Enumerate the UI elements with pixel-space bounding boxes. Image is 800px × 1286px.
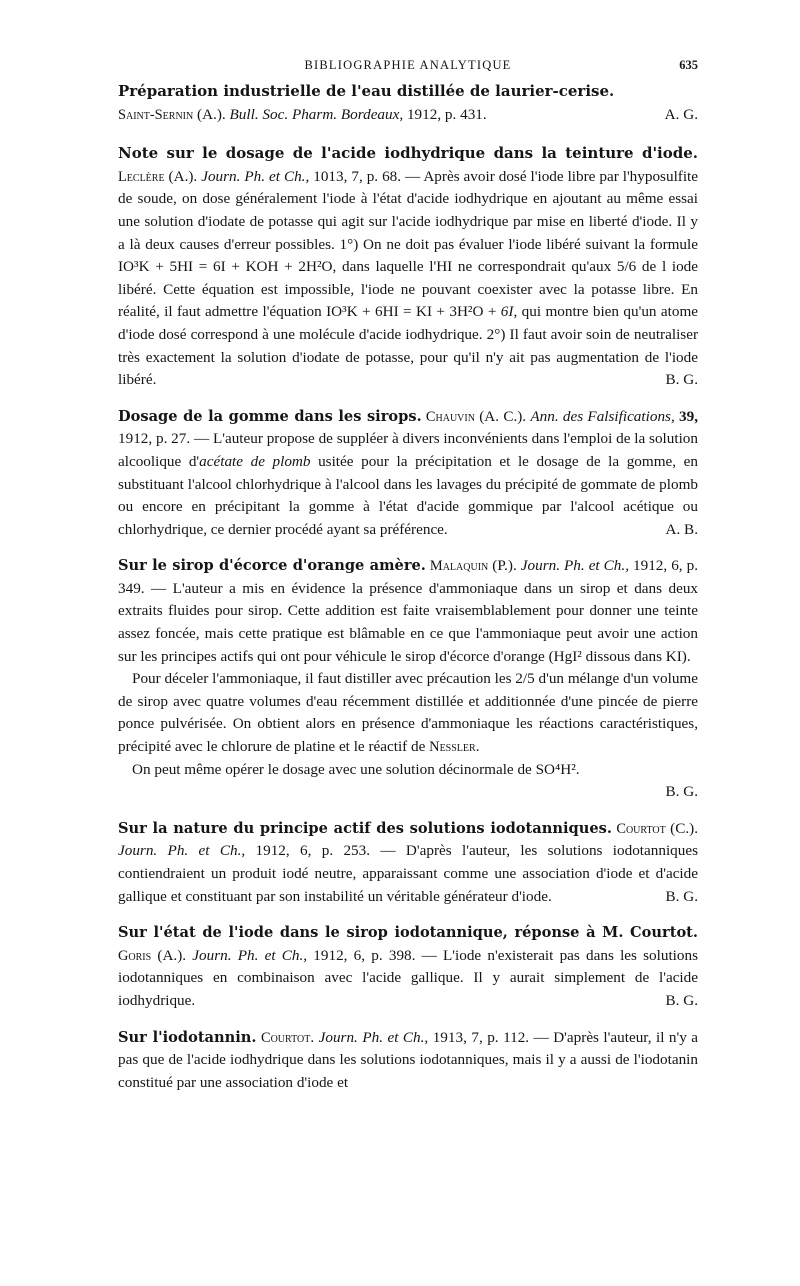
entry-reference: 1912, p. 27. — <box>118 430 213 448</box>
entry-author: Chauvin <box>425 408 475 425</box>
entry-body-italic: 6I <box>500 303 514 321</box>
entry-signature: B. G. <box>665 887 698 905</box>
entry-reference: 1912, 6, p. 253. — <box>255 842 406 860</box>
bibliography-entry <box>118 142 698 392</box>
entry-journal: Journ. Ph. et Ch., <box>118 842 246 860</box>
entry-reference: 1912, 6, p. 349. — <box>118 557 698 597</box>
entry-signature: B. G. <box>665 783 698 801</box>
bibliography-entry <box>118 80 698 126</box>
entry-reference: 1913, 7, p. 112. — <box>432 1028 554 1046</box>
entry-volume: 39, <box>679 407 698 425</box>
entry-title: Note sur le dosage de l'acide iodhydrique dans la teinture d'iode. <box>118 144 698 163</box>
entry-body: L'auteur a mis en évidence la présence d'ammoniaque dans un sirop et dans deux extraits fluides pour sirop. Cette addition est faite vraisemblablement pour donner une teinte assez foncée, mais cette pratique est blâmable en ce que l'ammoniaque peut avoir une action sur les principes actifs qui ont pour véhicule le sirop d'écorce d'orange (HgI² dissous dans KI). <box>118 579 699 665</box>
entry-paragraph <box>118 668 698 758</box>
entry-paragraph-text: Pour déceler l'ammoniaque, il faut distiller avec précaution les 2/5 d'un mélange d'un volume de sirop avec quatre volumes d'eau récemment distillée et additionnée d'une pincée de pierre ponce pulvérisée. On obtient alors en présence d'ammoniaque les réactions caractéristiques, précipité avec le chlorure de platine et le réactif de <box>118 670 698 756</box>
entry-author-initials: . <box>310 1028 315 1046</box>
entry-author-initials: (A.). <box>157 946 187 964</box>
entry-body-italic: acétate de plomb <box>199 452 311 470</box>
entry-signature: A. G. <box>664 105 698 123</box>
entry-title: Sur la nature du principe actif des solutions iodotanniques. <box>118 819 612 837</box>
entry-journal: Journ. Ph. et Ch., <box>318 1028 429 1046</box>
entry-journal: Journ. Ph. et Ch., <box>520 557 629 575</box>
entry-paragraph-end: . <box>475 738 480 756</box>
entry-body-continued: usitée pour la précipitation et le dosage de la gomme, en substituant l'alcool chlorhydrique à l'alcool dans les lavages du précipité de gommate de plomb ou encore en précipitant la gomme à l'état d'acide gommique par l'alcool acétique ou chlorhydrique, ce dernier procédé ayant sa préférence. <box>118 452 698 538</box>
entry-title: Sur le sirop d'écorce d'orange amère. <box>118 557 426 575</box>
entry-journal: Ann. des Falsifications, <box>530 407 675 425</box>
entry-journal: Bull. Soc. Pharm. Bordeaux, <box>229 105 404 123</box>
entry-reagent-name: Nessler <box>429 739 476 756</box>
entry-author-initials: (A.). <box>168 167 198 185</box>
entry-title: Sur l'iodotannin. <box>118 1028 257 1046</box>
entry-author: Malaquin <box>429 558 489 575</box>
bibliography-entry <box>118 922 698 1012</box>
entry-body: D'après l'auteur, les solutions iodotanniques contiendraient un produit iodé neutre, apparaissant comme une association d'iode et d'acide gallique et constituant par son instabilité un véritable générateur d'iode. <box>118 842 699 905</box>
entry-author: Goris <box>118 947 152 964</box>
entry-signature: A. B. <box>665 520 698 538</box>
entry-title: Sur l'état de l'iode dans le sirop iodotannique, réponse à M. Courtot. <box>118 924 698 942</box>
entry-author: Courtot <box>616 820 666 837</box>
bibliography-entry <box>118 818 698 908</box>
entry-author-initials: (A. C.). <box>479 407 527 425</box>
entry-author: Saint-Sernin <box>118 106 194 123</box>
entry-author: Leclère <box>118 168 165 185</box>
entry-author-initials: (A.). <box>197 105 226 123</box>
entry-reference: 1912, p. 431. <box>406 105 487 123</box>
entry-author-initials: (P.). <box>492 557 517 575</box>
bibliography-entry <box>118 555 698 804</box>
entry-title: Préparation industrielle de l'eau distillée de laurier-cerise. <box>118 82 615 100</box>
running-head <box>118 58 698 80</box>
page <box>118 58 698 1094</box>
entry-reference: 1013, 7, p. 68. — <box>313 167 424 185</box>
entry-journal: Journ. Ph. et Ch., <box>192 946 308 964</box>
entry-signature: B. G. <box>665 991 698 1009</box>
entry-author-initials: (C.). <box>670 819 698 837</box>
entry-body: D'après l'auteur, il n'y a pas que de l'acide iodhydrique dans les solutions iodotanniques, mais il y a aussi de l'iodotanin constitué par une association d'iode et <box>118 1028 699 1091</box>
entry-author: Courtot <box>260 1029 311 1046</box>
entry-signature: B. G. <box>665 371 698 389</box>
entry-paragraph: On peut même opérer le dosage avec une solution décinormale de SO⁴H². <box>132 760 580 778</box>
entry-body: Après avoir dosé l'iode libre par l'hyposulfite de soude, on dose généralement l'iode à l'état d'acide iodhydrique en ajoutant au même essai une solution d'iodate de potasse qui agit sur l'acide iodhydrique par mise en liberté d'iode. Il y a là deux causes d'erreur possibles. 1°) On ne doit pas évaluer l'iode libéré suivant la formule IO³K + 5HI = 6I + KOH + 2H²O, dans laquelle l'HI ne correspondrait qu'aux 5/6 de l iode libéré. Cette équation est impossible, l'iode ne pouvant coexister avec la potasse libre. En réalité, il faut admettre l'équation IO³K + 6HI = KI + 3H²O + <box>118 167 699 321</box>
page-number: 635 <box>679 58 698 72</box>
bibliography-entry <box>118 406 698 542</box>
entry-body: L'auteur propose de suppléer à divers inconvénients dans l'emploi de la solution alcoolique d' <box>118 430 698 470</box>
entry-reference: 1912, 6, p. 398. — <box>313 946 444 964</box>
entry-body-continued: , qui montre bien qu'un atome d'iode dosé correspond à une molécule d'acide iodhydrique. 2°) Il faut avoir soin de neutraliser très exactement la solution d'iodate de potasse, pour qu'il n'y ait pas augmentation de l'iode libéré. <box>118 303 699 389</box>
running-head-title: BIBLIOGRAPHIE ANALYTIQUE <box>304 58 512 72</box>
bibliography-entry <box>118 1027 698 1095</box>
entry-title: Dosage de la gomme dans les sirops. <box>118 407 422 425</box>
entry-journal: Journ. Ph. et Ch., <box>201 167 310 185</box>
entry-body: L'iode n'existerait pas dans les solutions iodotanniques en combinaison avec l'acide gallique. Il y aurait simplement de l'acide iodhydrique. <box>118 946 698 1009</box>
